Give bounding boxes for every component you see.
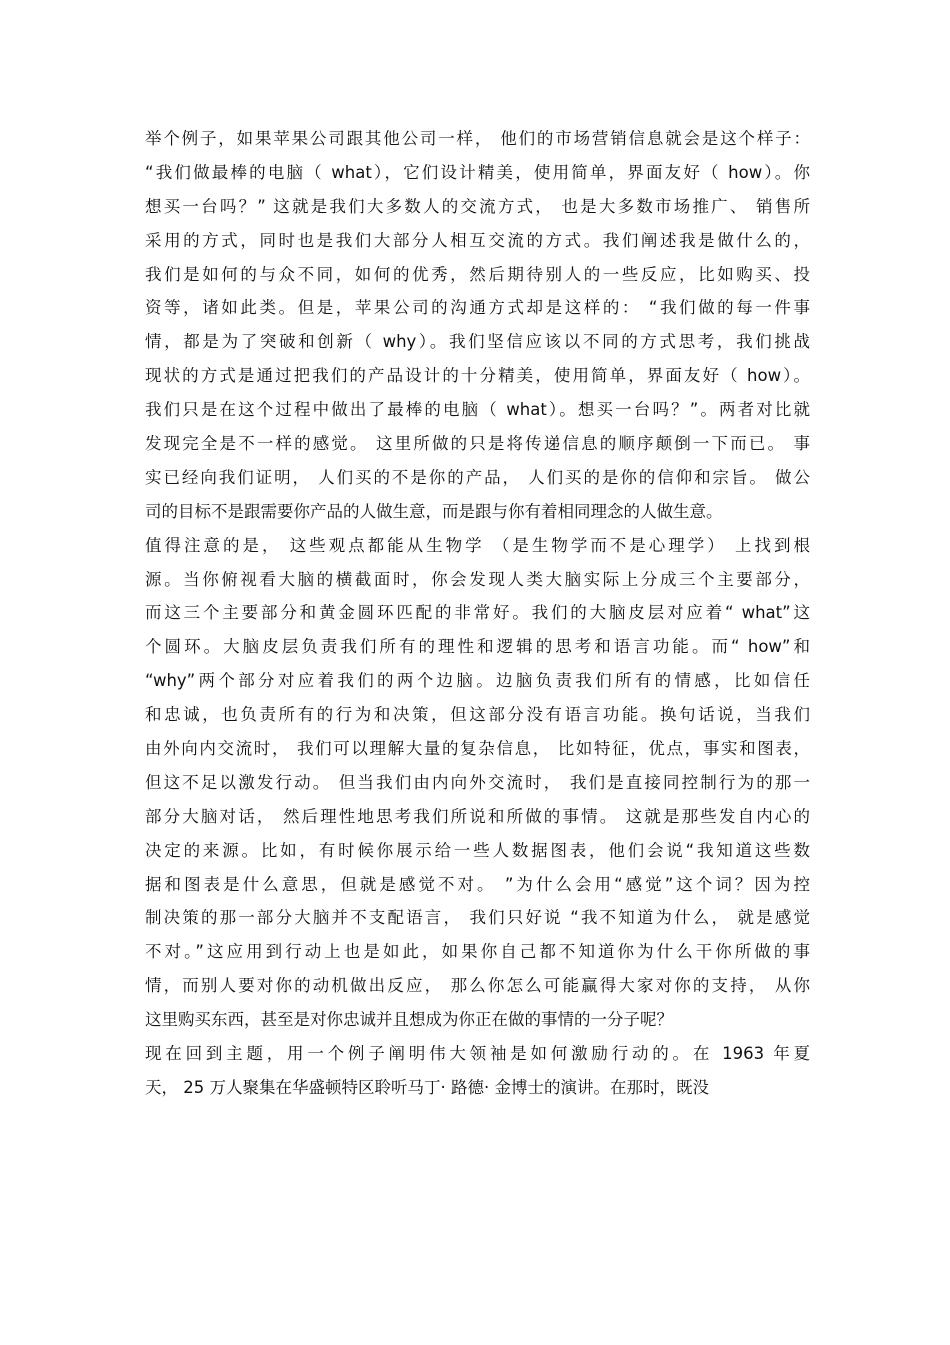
text-line: 现在回到主题，用一个例子阐明伟大领袖是如何激励行动的。在 1963 年夏 bbox=[145, 1044, 810, 1064]
text-line: 值得注意的是， 这些观点都能从生物学 （是生物学而不是心理学） 上找到根 bbox=[145, 535, 810, 555]
text-line: 想买一台吗？” 这就是我们大多数人的交流方式， 也是大多数市场推广、 销售所 bbox=[145, 196, 810, 216]
text-line: 天， 25 万人聚集在华盛顿特区聆听马丁· 路德· 金博士的演讲。在那时，既没 bbox=[145, 1077, 709, 1097]
text-line: 发现完全是不一样的感觉。 这里所做的只是将传递信息的顺序颠倒一下而已。 事 bbox=[145, 434, 810, 454]
text-line: 实已经向我们证明， 人们买的不是你的产品， 人们买的是你的信仰和宗旨。 做公 bbox=[145, 467, 810, 487]
text-line: 部分大脑对话， 然后理性地思考我们所说和所做的事情。 这就是那些发自内心的 bbox=[145, 806, 810, 826]
text-line: 而这三个主要部分和黄金圆环匹配的非常好。我们的大脑皮层对应着“ what”这 bbox=[145, 603, 810, 623]
text-line: 情，都是为了突破和创新（ why）。我们坚信应该以不同的方式思考，我们挑战 bbox=[145, 332, 810, 352]
text-line: “why”两个部分对应着我们的两个边脑。边脑负责我们所有的情感，比如信任 bbox=[145, 671, 810, 691]
text-line: 情，而别人要对你的动机做出反应， 那么你怎么可能赢得大家对你的支持， 从你 bbox=[145, 976, 810, 996]
text-line: 和忠诚，也负责所有的行为和决策，但这部分没有语言功能。换句话说，当我们 bbox=[145, 705, 810, 725]
paragraph-end-line: 司的目标不是跟需要你产品的人做生意，而是跟与你有着相同理念的人做生意。 bbox=[145, 501, 723, 521]
text-line: 源。当你俯视看大脑的横截面时，你会发现人类大脑实际上分成三个主要部分， bbox=[145, 569, 810, 589]
text-line: 决定的来源。比如，有时候你展示给一些人数据图表，他们会说“我知道这些数 bbox=[145, 840, 810, 860]
text-line: 现状的方式是通过把我们的产品设计的十分精美，使用简单，界面友好（ how）。 bbox=[145, 366, 810, 386]
text-line: 资等，诸如此类。但是，苹果公司的沟通方式却是这样的： “我们做的每一件事 bbox=[145, 298, 810, 318]
text-line: 采用的方式，同时也是我们大部分人相互交流的方式。我们阐述我是做什么的， bbox=[145, 230, 810, 250]
text-line: 由外向内交流时， 我们可以理解大量的复杂信息， 比如特征，优点，事实和图表， bbox=[145, 739, 810, 759]
body-text bbox=[145, 122, 810, 1105]
text-line: 制决策的那一部分大脑并不支配语言， 我们只好说 “我不知道为什么， 就是感觉 bbox=[145, 908, 810, 928]
text-line: 个圆环。大脑皮层负责我们所有的理性和逻辑的思考和语言功能。而“ how”和 bbox=[145, 637, 810, 657]
text-line: “我们做最棒的电脑（ what），它们设计精美，使用简单，界面友好（ how）。你 bbox=[145, 162, 810, 182]
text-line: 不对。”这应用到行动上也是如此，如果你自己都不知道你为什么干你所做的事 bbox=[145, 942, 810, 962]
text-line: 举个例子，如果苹果公司跟其他公司一样， 他们的市场营销信息就会是这个样子： bbox=[145, 129, 810, 148]
text-line: 但这不足以激发行动。 但当我们由内向外交流时， 我们是直接同控制行为的那一 bbox=[145, 772, 810, 792]
paragraph-end-line: 这里购买东西，甚至是对你忠诚并且想成为你正在做的事情的一分子呢？ bbox=[145, 1010, 673, 1030]
text-line: 据和图表是什么意思，但就是感觉不对。 ”为什么会用“感觉”这个词？因为控 bbox=[145, 874, 810, 894]
text-line: 我们只是在这个过程中做出了最棒的电脑（ what）。想买一台吗？”。两者对比就 bbox=[145, 400, 810, 420]
text-line: 我们是如何的与众不同，如何的优秀，然后期待别人的一些反应，比如购买、投 bbox=[145, 264, 810, 284]
